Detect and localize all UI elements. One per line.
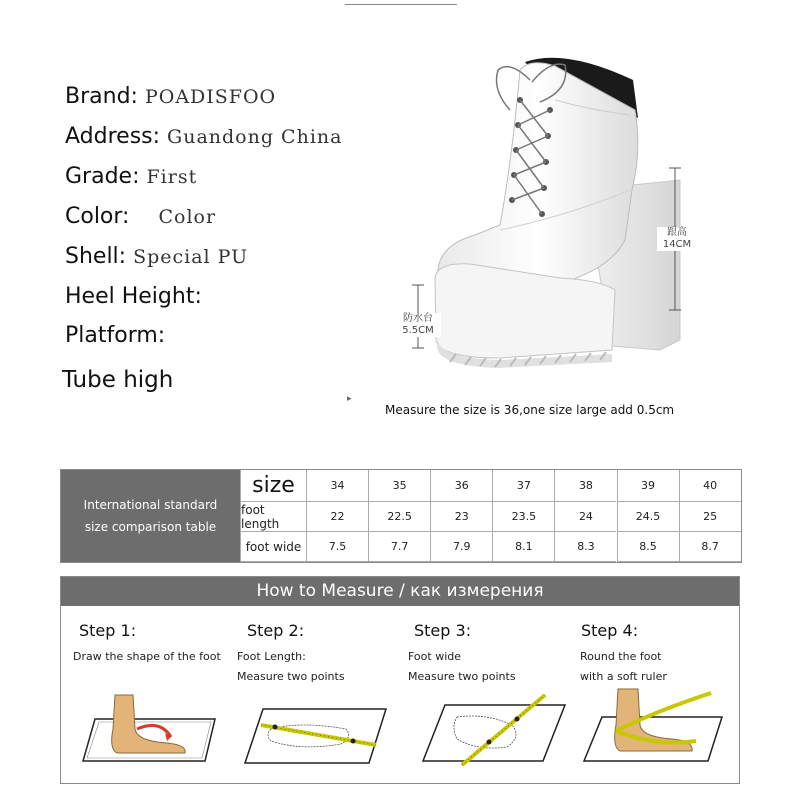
step-4-foot-round-illustration [576,687,726,767]
step-3-title: Step 3: [414,621,472,640]
size-table-row-label: foot length [240,502,306,532]
step-1-desc [73,647,221,667]
stray-mark: ▸ [347,394,352,404]
spec-address-value: Guandong China [167,126,343,148]
size-table-header [61,470,240,562]
size-table-header-line1: International standard [83,498,218,512]
spec-color [65,204,216,229]
size-comparison-table [60,469,742,563]
size-table-cell: 25 [679,502,741,532]
size-table-cell: 37 [492,470,554,502]
step-4-line1: Round the foot [580,650,662,663]
spec-address [65,124,342,149]
size-table-cell: 36 [430,470,492,502]
how-to-measure-panel [60,576,740,784]
spec-heel-height [65,284,202,309]
spec-grade [65,164,197,189]
spec-color-value: Color [158,206,217,228]
size-table-cell: 23.5 [492,502,554,532]
step-3 [414,621,471,640]
size-table-cell: 8.7 [679,532,741,562]
step-4-title: Step 4: [581,621,639,640]
size-table-cell: 8.1 [492,532,554,562]
spec-tube-high [62,367,173,393]
platform-value: 5.5CM [402,325,434,336]
step-3-line1: Foot wide [408,650,462,663]
size-table-header-line2: size comparison table [84,520,217,534]
step-4-line2: with a soft ruler [580,670,667,683]
heel-value: 14CM [662,239,692,250]
measure-note: Measure the size is 36,one size large add 0.5cm [385,403,675,417]
step-2-line2: Measure two points [237,670,345,683]
step-3-foot-width-illustration [417,687,567,767]
size-table-cell: 22 [306,502,368,532]
spec-shell-label: Shell: [65,244,127,269]
size-table-cell: 23 [430,502,492,532]
step-2-title: Step 2: [247,621,305,640]
spec-grade-value: First [146,166,198,188]
size-table-cell: 34 [306,470,368,502]
size-table-cell: 22.5 [368,502,430,532]
spec-grade-label: Grade: [65,164,140,189]
spec-platform-label: Platform: [65,323,166,348]
size-table-cell: 7.5 [306,532,368,562]
spec-heel-height-label: Heel Height: [65,284,202,309]
step-1 [79,621,136,640]
how-to-measure-title: How to Measure / как измерения [61,577,739,606]
size-table-cell: 39 [617,470,679,502]
heel-dimension-label [657,227,697,251]
top-divider [345,0,457,5]
size-table-cell: 8.5 [617,532,679,562]
step-1-title: Step 1: [79,621,137,640]
step-3-desc [408,647,516,687]
step-2-desc [237,647,345,687]
step-1-line1: Draw the shape of the foot [73,650,221,663]
size-table-cell: 24 [554,502,616,532]
step-2-foot-length-illustration [241,689,391,769]
step-3-line2: Measure two points [408,670,516,683]
platform-dimension-label [395,313,441,337]
step-4 [581,621,638,640]
size-table-cell: 7.9 [430,532,492,562]
spec-shell [65,244,248,269]
spec-brand-label: Brand: [65,84,138,109]
size-table-row-label: foot wide [240,532,306,562]
size-table-cell: 8.3 [554,532,616,562]
platform-label: 防水台 [403,313,433,324]
size-table-cell: 40 [679,470,741,502]
heel-label: 跟高 [667,227,687,238]
size-table-cell: 24.5 [617,502,679,532]
spec-brand-value: POADISFOO [144,86,277,108]
step-4-desc [580,647,667,687]
step-2-line1: Foot Length: [237,650,306,663]
spec-tube-high-label: Tube high [62,367,174,393]
step-1-foot-outline-illustration [75,689,225,769]
spec-platform [65,323,165,348]
spec-brand [65,84,276,109]
spec-color-label: Color: [65,204,130,229]
size-table-cell: 35 [368,470,430,502]
step-2 [247,621,304,640]
spec-shell-value: Special PU [133,246,249,268]
size-table-row-label: size [240,470,306,502]
size-table-cell: 38 [554,470,616,502]
size-table-cell: 7.7 [368,532,430,562]
spec-address-label: Address: [65,124,161,149]
